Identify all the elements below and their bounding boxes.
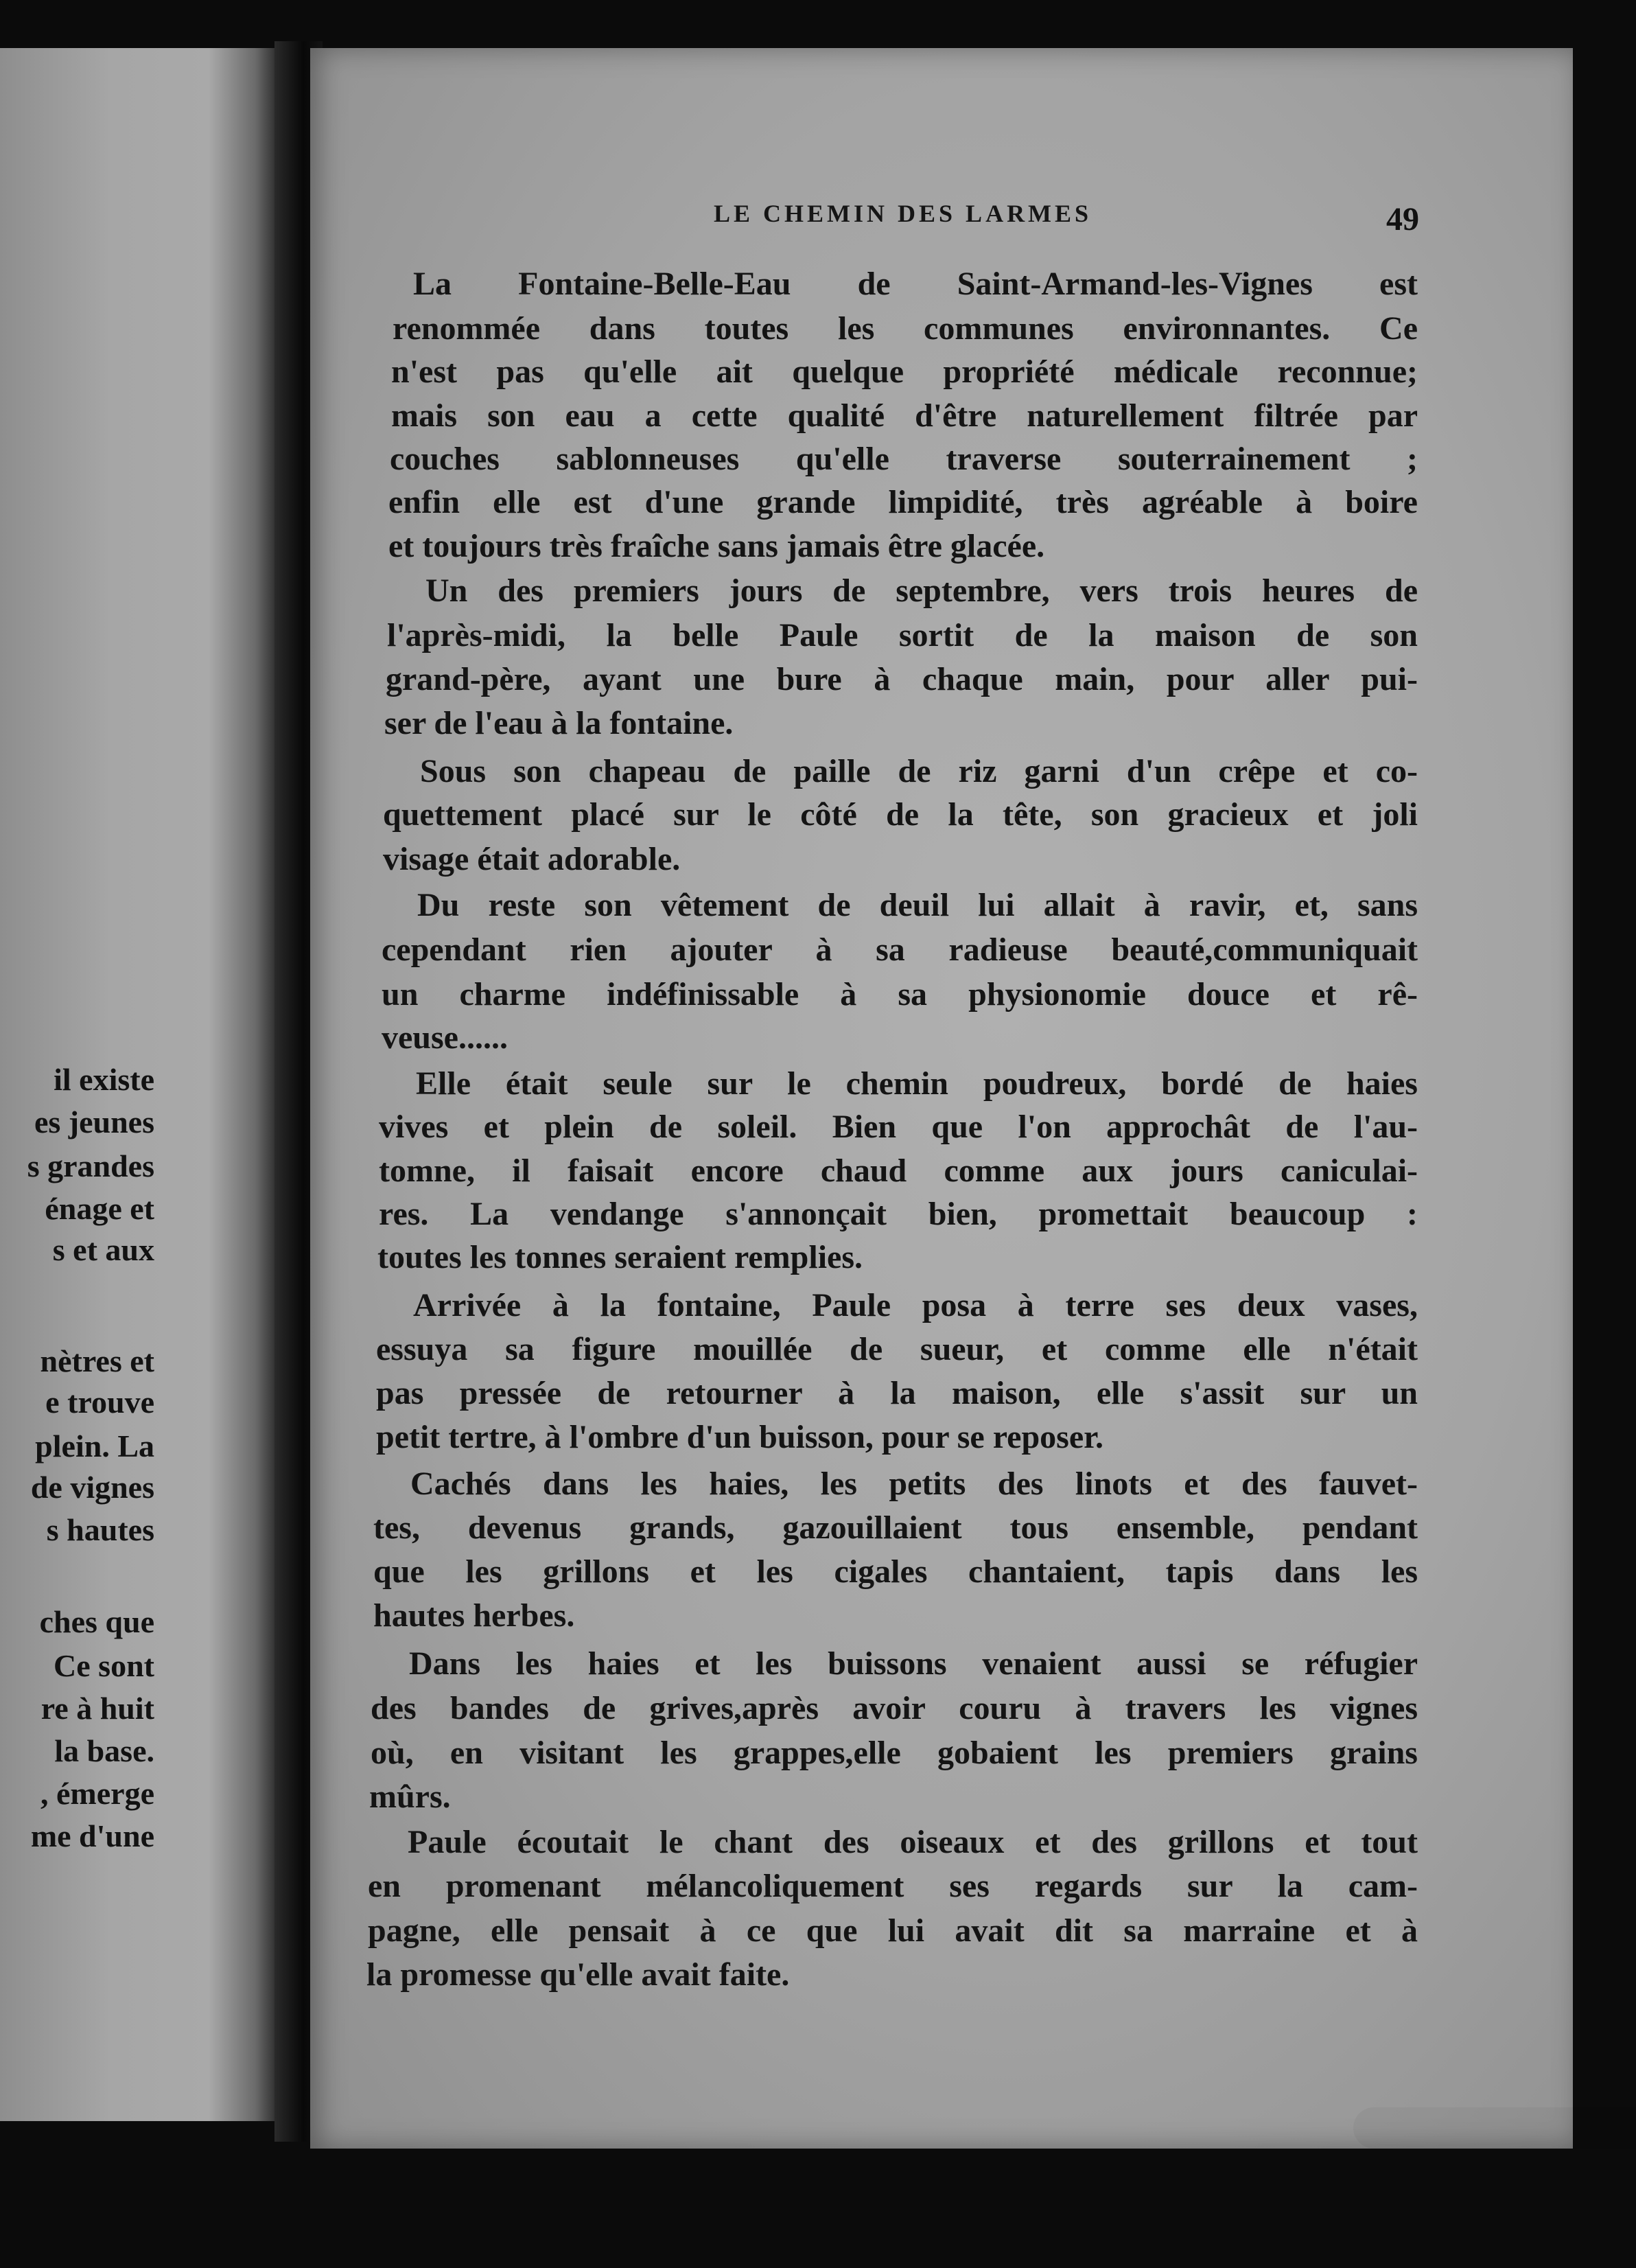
text-line: enfin elle est d'une grande limpidité, très agréable à boire bbox=[388, 484, 1418, 520]
text-line: la promesse qu'elle avait faite. bbox=[366, 1956, 790, 1993]
left-fragment: , émerge bbox=[40, 1776, 154, 1811]
text-line: essuya sa figure mouillée de sueur, et comme elle n'était bbox=[376, 1331, 1418, 1367]
page-number: 49 bbox=[1386, 201, 1419, 238]
left-fragment: e trouve bbox=[45, 1385, 154, 1420]
text-line: petit tertre, à l'ombre d'un buisson, pour se reposer. bbox=[376, 1419, 1104, 1455]
text-line: des bandes de grives,après avoir couru à travers les vignes bbox=[371, 1690, 1418, 1726]
text-line: Cachés dans les haies, les petits des linots et des fauvet- bbox=[410, 1466, 1418, 1502]
text-line: ser de l'eau à la fontaine. bbox=[384, 705, 734, 741]
text-line: où, en visitant les grappes,elle gobaient les premiers grains bbox=[371, 1735, 1418, 1771]
left-fragment: énage et bbox=[45, 1191, 154, 1226]
left-fragment: la base. bbox=[54, 1733, 154, 1768]
running-head: LE CHEMIN DES LARMES bbox=[714, 200, 1092, 227]
text-line: tes, devenus grands, gazouillaient tous ensemble, pendant bbox=[373, 1509, 1418, 1546]
left-fragment: s grandes bbox=[27, 1148, 154, 1183]
text-line: hautes herbes. bbox=[373, 1597, 575, 1634]
text-line: n'est pas qu'elle ait quelque propriété médicale reconnue; bbox=[391, 354, 1418, 390]
text-line: pas pressée de retourner à la maison, elle s'assit sur un bbox=[376, 1375, 1418, 1411]
text-line: renommée dans toutes les communes environnantes. Ce bbox=[393, 310, 1418, 347]
text-line: Dans les haies et les buissons venaient aussi se réfugier bbox=[409, 1645, 1418, 1682]
text-line: cependant rien ajouter à sa radieuse beauté,communiquait bbox=[382, 931, 1418, 968]
text-line: quettement placé sur le côté de la tête, son gracieux et joli bbox=[383, 796, 1418, 833]
left-fragment: s et aux bbox=[52, 1232, 154, 1267]
text-line: Sous son chapeau de paille de riz garni d'un crêpe et co- bbox=[420, 753, 1418, 789]
left-fragment: nètres et bbox=[40, 1343, 154, 1378]
left-fragment: de vignes bbox=[30, 1470, 154, 1505]
text-line: Elle était seule sur le chemin poudreux, bordé de haies bbox=[416, 1065, 1418, 1102]
text-line: tomne, il faisait encore chaud comme aux jours caniculai- bbox=[379, 1153, 1418, 1189]
left-fragment: s hautes bbox=[46, 1512, 154, 1547]
text-line: mûrs. bbox=[369, 1779, 451, 1815]
text-line: pagne, elle pensait à ce que lui avait dit sa marraine et à bbox=[368, 1912, 1418, 1949]
left-fragment: il existe bbox=[54, 1062, 154, 1097]
text-line: un charme indéfinissable à sa physionomie douce et rê- bbox=[382, 976, 1418, 1012]
text-line: et toujours très fraîche sans jamais être glacée. bbox=[388, 528, 1045, 564]
text-line: grand-père, ayant une bure à chaque main, pour aller pui- bbox=[386, 661, 1418, 697]
text-line: couches sablonneuses qu'elle traverse souterrainement ; bbox=[390, 441, 1418, 477]
text-line: en promenant mélancoliquement ses regards sur la cam- bbox=[368, 1868, 1418, 1904]
text-line: mais son eau a cette qualité d'être naturellement filtrée par bbox=[391, 397, 1418, 434]
text-line: que les grillons et les cigales chantaient, tapis dans les bbox=[373, 1553, 1418, 1590]
text-line: res. La vendange s'annonçait bien, promettait beaucoup : bbox=[379, 1196, 1418, 1232]
text-line: Du reste son vêtement de deuil lui allait à ravir, et, sans bbox=[417, 887, 1418, 923]
text-line: vives et plein de soleil. Bien que l'on approchât de l'au- bbox=[379, 1109, 1418, 1145]
left-fragment: re à huit bbox=[40, 1691, 154, 1726]
text-line: La Fontaine-Belle-Eau de Saint-Armand-les-Vignes est bbox=[413, 266, 1418, 302]
text-line: l'après-midi, la belle Paule sortit de la maison de son bbox=[387, 617, 1418, 653]
text-line: Un des premiers jours de septembre, vers trois heures de bbox=[425, 572, 1418, 609]
text-line: toutes les tonnes seraient remplies. bbox=[377, 1239, 863, 1275]
text-line: Paule écoutait le chant des oiseaux et des grillons et tout bbox=[408, 1824, 1418, 1860]
left-fragment: me d'une bbox=[30, 1818, 154, 1853]
left-fragment: plein. La bbox=[35, 1428, 154, 1463]
left-fragment: ches que bbox=[39, 1604, 154, 1639]
left-fragment: Ce sont bbox=[54, 1648, 154, 1683]
left-fragment: es jeunes bbox=[34, 1104, 154, 1139]
text-line: veuse...... bbox=[382, 1019, 508, 1056]
text-line: Arrivée à la fontaine, Paule posa à terre ses deux vases, bbox=[413, 1287, 1418, 1323]
text-line: visage était adorable. bbox=[383, 841, 681, 877]
